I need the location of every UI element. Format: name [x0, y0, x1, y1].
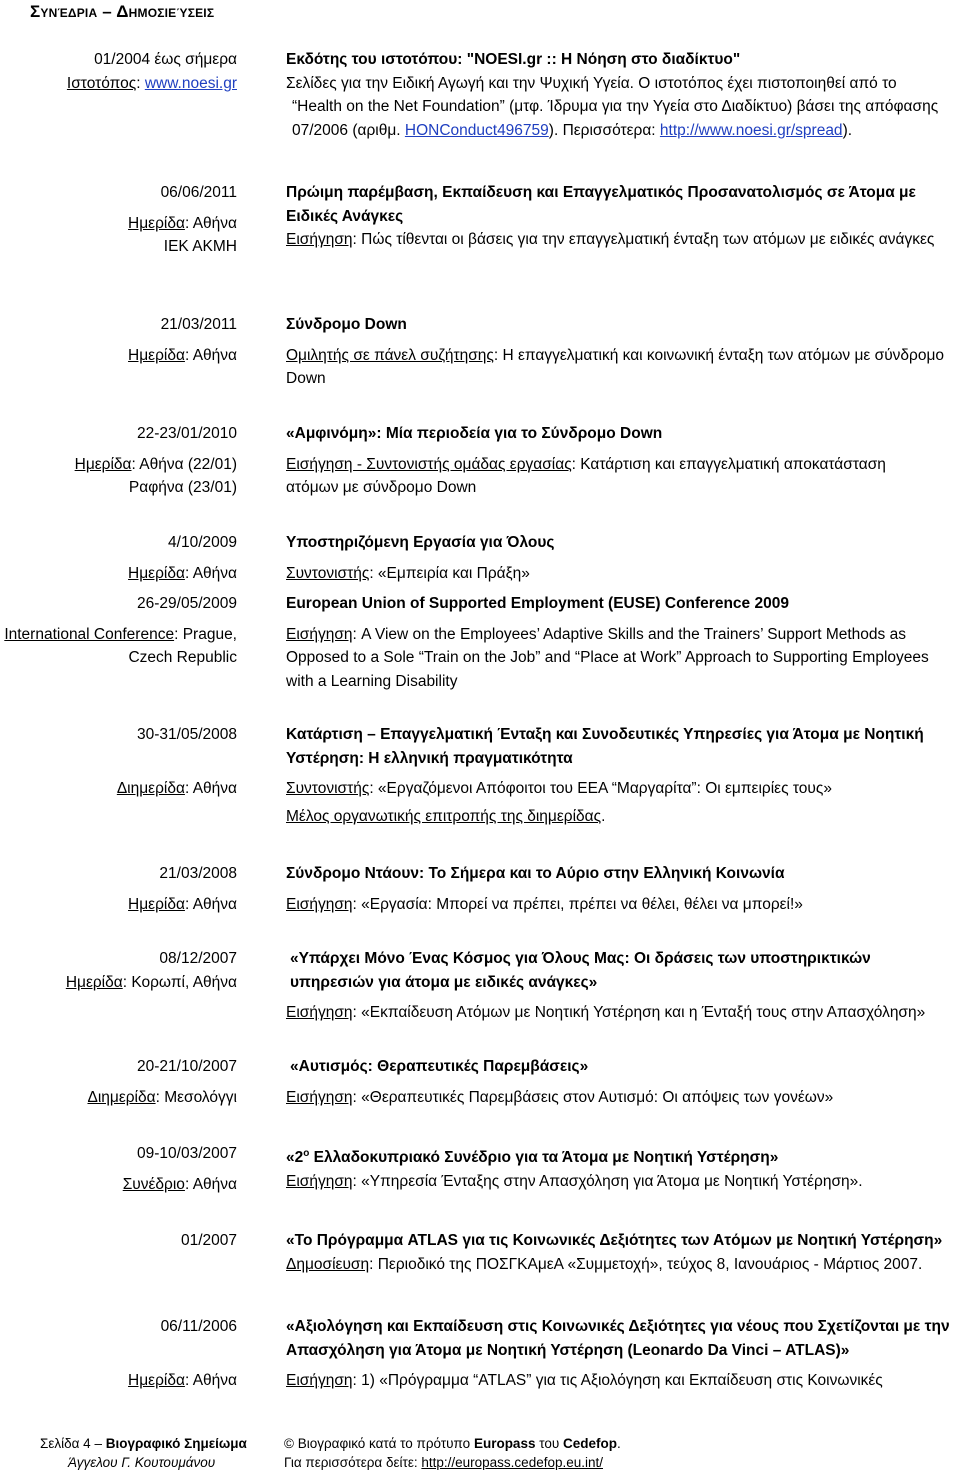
entry-desc: ατόμων με σύνδρομο Down	[286, 479, 477, 496]
entry-title: Εκδότης του ιστοτόπου: "NOESI.gr :: Η Νόηση στο διαδίκτυο"	[286, 51, 741, 68]
footer-author: Άγγελου Γ. Κουτουμάνου	[68, 1455, 216, 1470]
entry-desc: Εισήγηση: 1) «Πρόγραμμα “ATLAS” για τις Αξιολόγηση και Εκπαίδευση στις Κοινωνικές	[286, 1372, 883, 1389]
entry-date: 06/11/2006	[160, 1318, 237, 1335]
entry-date: 4/10/2009	[168, 534, 237, 551]
entry-title: «Υπάρχει Μόνο Ένας Κόσμος για Όλους Μας: Οι δράσεις των υποστηρικτικών	[290, 950, 871, 967]
entry-title: «Αξιολόγηση και Εκπαίδευση στις Κοινωνικές Δεξιότητες για νέους που Σχετίζονται με την	[286, 1318, 950, 1335]
entry-date: 21/03/2011	[160, 316, 237, 333]
entry-desc-line: Σελίδες για την Ειδική Αγωγή και την Ψυχική Υγεία. Ο ιστοτόπος έχει πιστοποιηθεί από το	[286, 74, 897, 92]
entry-event-type: Ημερίδα: Αθήνα	[128, 346, 237, 364]
entry-desc-line: 07/2006 (αριθμ. HONConduct496759). Περισσότερα: http://www.noesi.gr/spread).	[292, 121, 853, 139]
entry-title: Ειδικές Ανάγκες	[286, 207, 404, 225]
entry-date: 21/03/2008	[159, 865, 237, 882]
entry-date: 01/2004 έως σήμερα	[94, 51, 237, 68]
entry-website-label: Ιστοτόπος: www.noesi.gr	[66, 74, 237, 92]
entry-place: ΙΕΚ ΑΚΜΗ	[163, 238, 237, 255]
entry-title: «Το Πρόγραμμα ATLAS για τις Κοινωνικές Δεξιότητες των Ατόμων με Νοητική Υστέρηση»	[286, 1232, 943, 1249]
entry-title: «Αμφινόμη»: Μία περιοδεία για το Σύνδρομο Down	[286, 425, 663, 442]
footer-page: Σελίδα 4 – Βιογραφικό Σημείωμα	[40, 1436, 247, 1451]
entry-title: European Union of Supported Employment (EUSE) Conference 2009	[286, 595, 789, 612]
entry-desc: Εισήγηση: Πώς τίθενται οι βάσεις για την επαγγελματική ένταξη των ατόμων με ειδικές ανάγκες	[286, 231, 935, 248]
entry-title: Κατάρτιση – Επαγγελματική Ένταξη και Συνοδευτικές Υπηρεσίες για Άτομα με Νοητική	[286, 726, 924, 743]
entry-date: 08/12/2007	[159, 950, 237, 967]
entry-desc: Εισήγηση: A View on the Employees’ Adaptive Skills and the Trainers’ Support Methods as	[286, 625, 906, 643]
entry-date: 09-10/03/2007	[137, 1145, 237, 1162]
entry-desc: with a Learning Disability	[286, 672, 458, 690]
europass-link[interactable]: http://europass.cedefop.eu.int/	[421, 1455, 603, 1470]
footer-right	[284, 1434, 621, 1472]
entry-place: Ραφήνα (23/01)	[128, 479, 237, 496]
entry-title: Υποστηριζόμενη Εργασία για Όλους	[286, 534, 555, 551]
entry-desc-line: “Health on the Net Foundation” (μτφ. Ίδρυμα για την Υγεία στο Διαδίκτυο) βάσει της απόφασης	[292, 98, 939, 115]
entry-desc: Δημοσίευση: Περιοδικό της ΠΟΣΓΚΑμεΑ «Συμμετοχή», τεύχος 8, Ιανουάριος - Μάρτιος 2007.	[286, 1255, 923, 1273]
entry-desc: Εισήγηση - Συντονιστής ομάδας εργασίας: Κατάρτιση και επαγγελματική αποκατάσταση	[286, 455, 886, 473]
entry-desc: Συντονιστής: «Εμπειρία και Πράξη»	[286, 564, 530, 582]
entry-content	[286, 48, 958, 142]
entry-desc: Opposed to a Sole “Train on the Job” and “Place at Work” Approach to Supporting Employees	[286, 649, 929, 666]
entry-event-type: Ημερίδα: Κορωπί, Αθήνα	[65, 973, 237, 991]
entry-date: 22-23/01/2010	[137, 425, 237, 442]
entry-event-type: Ημερίδα: Αθήνα	[128, 214, 237, 232]
entry-title: Υστέρηση: Η ελληνική πραγματικότητα	[286, 749, 573, 767]
entry-date: 30-31/05/2008	[137, 726, 237, 743]
entry-desc: Εισήγηση: «Εργασία: Μπορεί να πρέπει, πρέπει να θέλει, θέλει να μπορεί!»	[286, 895, 803, 913]
entry-desc: Down	[286, 370, 326, 387]
entry-extra: Μέλος οργανωτικής επιτροπής της διημερίδας.	[286, 807, 606, 825]
entry-event-type: Διημερίδα: Αθήνα	[116, 779, 237, 797]
website-link[interactable]: www.noesi.gr	[144, 74, 237, 92]
entry-title: Απασχόληση για Άτομα με Νοητική Υστέρηση (Leonardo Da Vinci – ATLAS)»	[286, 1341, 850, 1359]
entry-date: 26-29/05/2009	[137, 595, 237, 612]
entry-desc: Εισήγηση: «Υπηρεσία Ένταξης στην Απασχόληση για Άτομα με Νοητική Υστέρηση».	[286, 1172, 863, 1190]
entry-event-type: Διημερίδα: Μεσολόγγι	[87, 1088, 237, 1106]
footer-copyright: © Βιογραφικό κατά το πρότυπο Europass του Cedefop.	[284, 1436, 621, 1451]
entry-dates	[67, 48, 237, 95]
entry-event-type: Ημερίδα: Αθήνα	[128, 895, 237, 913]
hon-link[interactable]: HONConduct496759	[404, 121, 549, 139]
entry-date: 06/06/2011	[160, 184, 237, 201]
entry-title: Σύνδρομο Down	[286, 316, 407, 333]
footer-more: Για περισσότερα δείτε: http://europass.cedefop.eu.int/	[284, 1455, 603, 1470]
entry-title: «Αυτισμός: Θεραπευτικές Παρεμβάσεις»	[290, 1058, 589, 1075]
footer-left	[40, 1434, 247, 1472]
entry-desc: Εισήγηση: «Εκπαίδευση Ατόμων με Νοητική Υστέρηση και η Ένταξή τους στην Απασχόληση»	[286, 1004, 926, 1021]
entry-event-type: Ημερίδα: Αθήνα (22/01)	[74, 455, 237, 473]
entry-title: Πρώιμη παρέμβαση, Εκπαίδευση και Επαγγελματικός Προσανατολισμός σε Άτομα με	[286, 184, 916, 201]
entry-desc: Εισήγηση: «Θεραπευτικές Παρεμβάσεις στον Αυτισμό: Οι απόψεις των γονέων»	[286, 1088, 834, 1106]
entry-desc: Ομιλητής σε πάνελ συζήτησης: Η επαγγελματική και κοινωνική ένταξη των ατόμων με σύνδρομο	[286, 346, 945, 364]
entry-title: υπηρεσιών για άτομα με ειδικές ανάγκες»	[290, 973, 598, 991]
entry-event-type: Συνέδριο: Αθήνα	[122, 1175, 237, 1193]
section-heading: Συνέδρια – Δημοσιεύσεις	[30, 2, 215, 21]
entry-place: Czech Republic	[128, 649, 237, 666]
entry-event-type: International Conference: Prague,	[4, 625, 237, 643]
spread-link[interactable]: http://www.noesi.gr/spread	[659, 121, 843, 139]
entry-title: Σύνδρομο Ντάουν: Το Σήμερα και το Αύριο στην Ελληνική Κοινωνία	[286, 865, 785, 882]
entry-event-type: Ημερίδα: Αθήνα	[128, 1371, 237, 1389]
entry-date: 20-21/10/2007	[137, 1058, 237, 1075]
entry-event-type: Ημερίδα: Αθήνα	[128, 564, 237, 582]
entry-desc: Συντονιστής: «Εργαζόμενοι Απόφοιτοι του ΕΕΑ “Μαργαρίτα”: Οι εμπειρίες τους»	[286, 780, 832, 797]
entry-title: «$2^o$ Ελλαδοκυπριακό Συνέδριο για τα Άτομα με Νοητική Υστέρηση»	[286, 1148, 779, 1167]
entry-date: 01/2007	[180, 1232, 237, 1249]
